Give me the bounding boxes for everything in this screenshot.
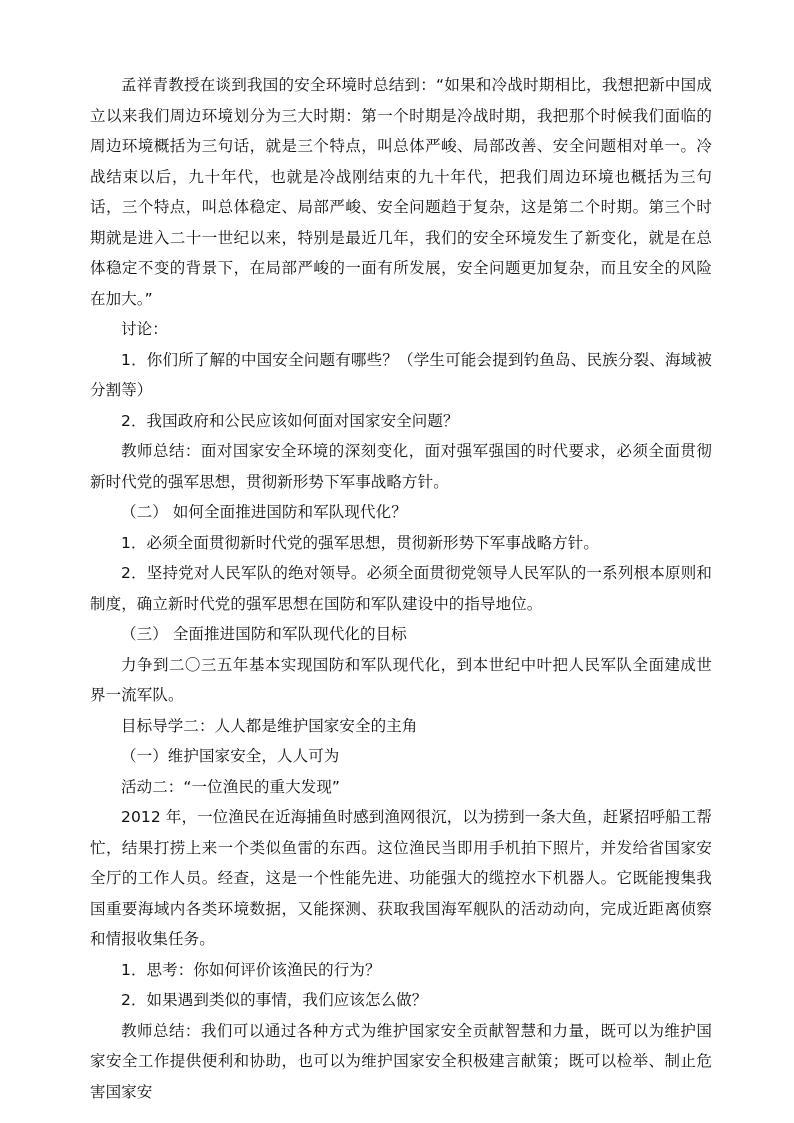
paragraph-section-3-heading: （三） 全面推进国防和军队现代化的目标 <box>121 625 407 643</box>
paragraph-intro-quote: 孟祥青教授在谈到我国的安全环境时总结到：“如果和冷战时期相比，我想把新中国成立以来我们周边环境划分为三大时期：第一个时期是冷战时期，我把那个时候我们面临的周边环境概括为三句话，就是三个特点，叫总体严峻、局部改善、安全问题相对单一。冷战结束以后，九十年代，也就是冷战刚结束的九十年代，把我们周边环境也概括为三句话，三个特点，叫总体稳定、局部严峻、安全问题趋于复杂，这是第二个时期。第三个时期就是进入二十一世纪以来，特别是最近几年，我们的安全环境发生了新变化，就是在总体稳定不变的背景下，在局部严峻的一面有所发展，安全问题更加复杂，而且安全的风险在加大。” <box>90 76 712 308</box>
paragraph-teacher-summary-2: 教师总结：我们可以通过各种方式为维护国家安全贡献智慧和力量，既可以为维护国家安全工作提供便利和协助，也可以为维护国家安全积极建言献策；既可以检举、制止危害国家安 <box>90 1021 712 1101</box>
paragraph-question-1: 1．你们所了解的中国安全问题有哪些？（学生可能会提到钓鱼岛、民族分裂、海域被分割等） <box>90 350 712 399</box>
paragraph-question-2: 2．我国政府和公民应该如何面对国家安全问题？ <box>121 411 459 430</box>
paragraph-teacher-summary-1: 教师总结：面对国家安全环境的深刻变化，面对强军强国的时代要求，必须全面贯彻新时代党的强军思想，贯彻新形势下军事战略方针。 <box>90 442 712 491</box>
paragraph-subsection-1-heading: （一）维护国家安全，人人可为 <box>121 747 340 765</box>
document-page <box>90 70 712 1107</box>
paragraph-section-2-point-2: 2．坚持党对人民军队的绝对领导。必须全面贯彻党领导人民军队的一系列根本原则和制度，确立新时代党的强军思想在国防和军队建设中的指导地位。 <box>90 564 712 613</box>
paragraph-discussion-heading: 讨论： <box>121 320 168 338</box>
paragraph-think-question-2: 2．如果遇到类似的事情，我们应该怎么做？ <box>121 991 428 1009</box>
paragraph-section-2-heading: （二） 如何全面推进国防和军队现代化？ <box>121 503 407 521</box>
paragraph-section-3-goal: 力争到二〇三五年基本实现国防和军队现代化，到本世纪中叶把人民军队全面建成世界一流军队。 <box>90 655 712 704</box>
paragraph-think-question-1: 1．思考：你如何评价该渔民的行为？ <box>121 960 381 979</box>
paragraph-activity-2-title: 活动二：“一位渔民的重大发现” <box>121 777 341 796</box>
paragraph-fisherman-story: 2012 年，一位渔民在近海捕鱼时感到渔网很沉，以为捞到一条大鱼，赶紧招呼船工帮忙，结果打捞上来一个类似鱼雷的东西。这位渔民当即用手机拍下照片，并发给省国家安全厅的工作人员。经查，这是一个性能先进、功能强大的缆控水下机器人。它既能搜集我国重要海域内各类环境数据，又能探测、获取我国海军舰队的活动动向，完成近距离侦察和情报收集任务。 <box>90 808 712 948</box>
paragraph-section-2-point-1: 1．必须全面贯彻新时代党的强军思想，贯彻新形势下军事战略方针。 <box>121 533 599 552</box>
paragraph-learning-goal-2: 目标导学二：人人都是维护国家安全的主角 <box>121 716 418 735</box>
